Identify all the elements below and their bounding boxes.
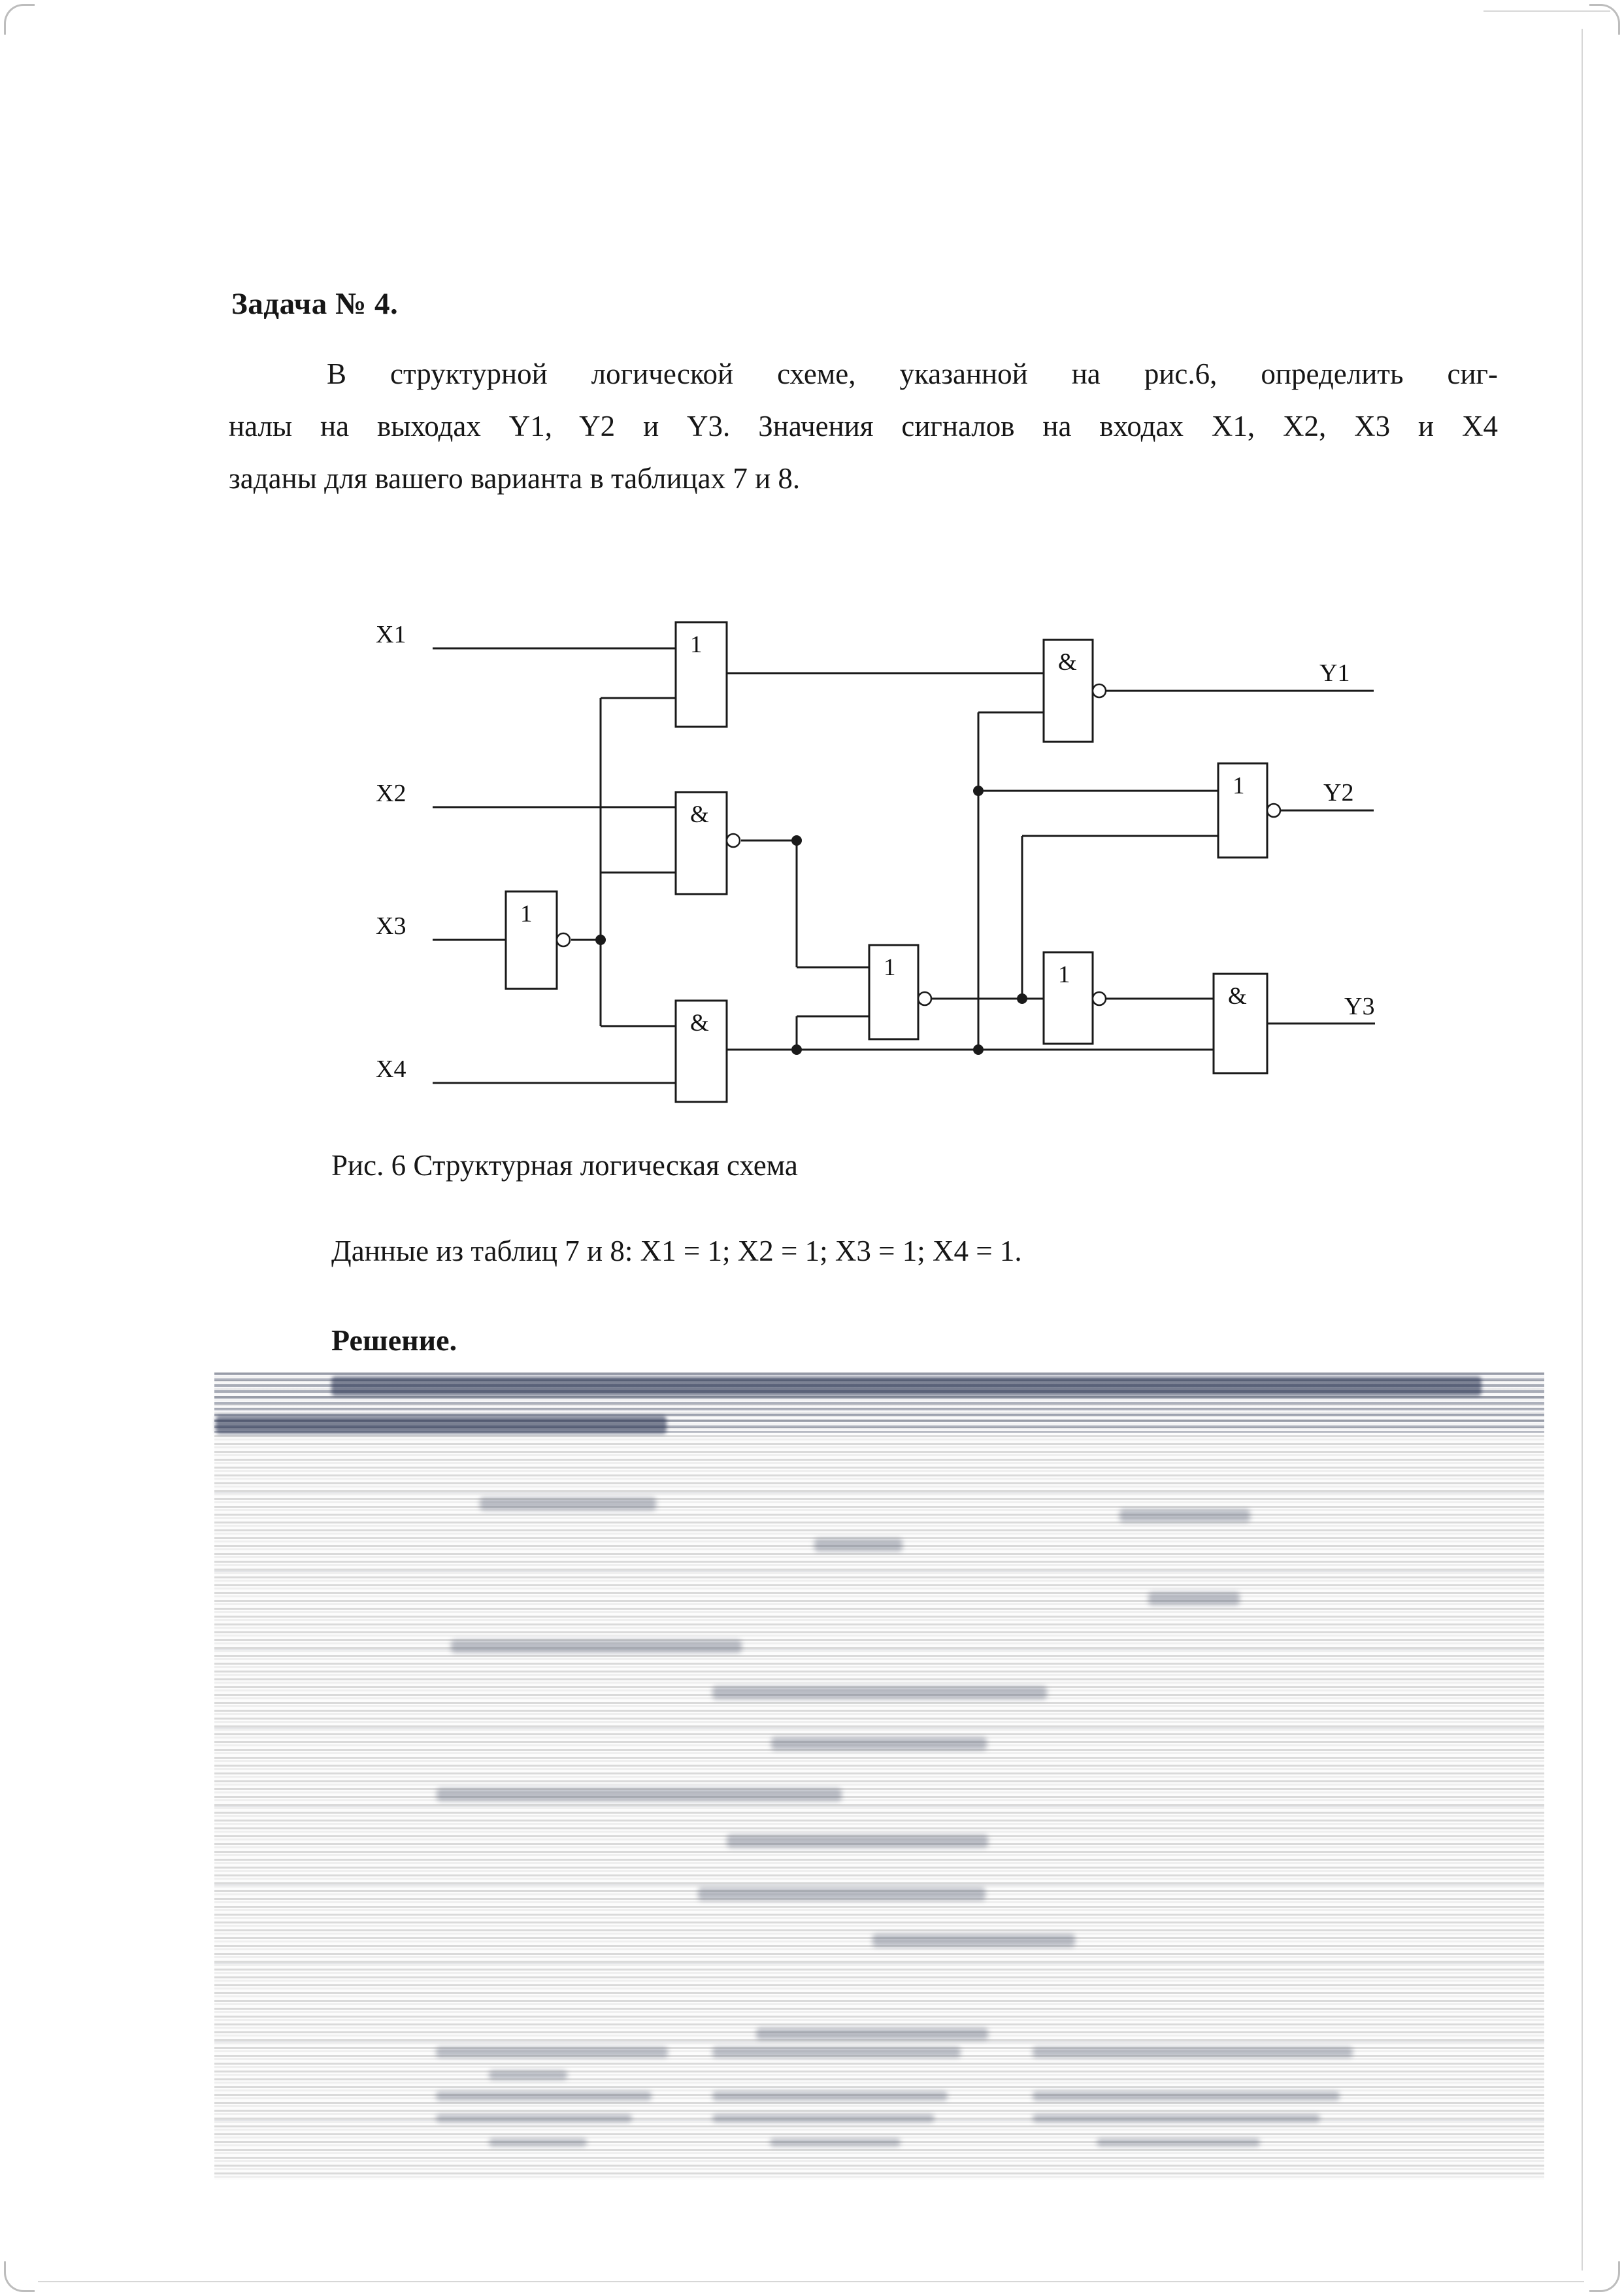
input-values-line: Данные из таблиц 7 и 8: X1 = 1; X2 = 1; X3 = 1; X4 = 1. bbox=[331, 1235, 1022, 1267]
input-label-x2: X2 bbox=[376, 780, 406, 807]
scan-smudge bbox=[712, 2091, 948, 2101]
scan-smudge bbox=[1119, 1509, 1250, 1522]
scan-smudge bbox=[712, 2114, 935, 2122]
scan-smudge bbox=[437, 1788, 842, 1801]
junction-dot bbox=[595, 935, 606, 945]
figure-caption: Рис. 6 Структурная логическая схема bbox=[331, 1149, 798, 1182]
scan-smudge bbox=[1033, 2047, 1353, 2057]
paragraph-line: налы на выходах Y1, Y2 и Y3. Значения сигналов на входах X1, X2, X3 и X4 bbox=[229, 410, 1498, 442]
scan-smudge bbox=[489, 2138, 587, 2146]
logic-circuit-figure bbox=[371, 618, 1377, 1114]
scan-smudge bbox=[1033, 2114, 1320, 2122]
scan-smudge bbox=[436, 2091, 652, 2101]
solution-heading: Решение. bbox=[331, 1323, 457, 1357]
wire-not-x3-net bbox=[571, 698, 676, 1026]
scan-smudge bbox=[489, 2071, 567, 2080]
scan-smudge bbox=[1097, 2138, 1260, 2146]
junction-dot bbox=[791, 1044, 802, 1055]
scan-smudge bbox=[480, 1497, 656, 1510]
scan-smudge bbox=[770, 2138, 901, 2146]
gate-label-nor-g: 1 bbox=[1233, 773, 1245, 799]
scan-smudge bbox=[698, 1888, 986, 1901]
scan-smudge bbox=[216, 1416, 667, 1434]
scan-smudge bbox=[331, 1376, 1482, 1396]
input-label-x4: X4 bbox=[376, 1056, 406, 1083]
scan-corner-mark bbox=[4, 4, 35, 35]
scan-edge-bottom bbox=[38, 2281, 1584, 2282]
output-label-y3: Y3 bbox=[1344, 993, 1375, 1020]
inversion-bubble bbox=[727, 834, 740, 847]
scan-smudge bbox=[814, 1539, 903, 1552]
corrupted-scan-region bbox=[214, 1373, 1544, 2180]
junction-dot bbox=[973, 786, 984, 796]
scan-corner-mark bbox=[1589, 4, 1620, 35]
gate-label-nand-b: & bbox=[690, 801, 709, 828]
output-label-y2: Y2 bbox=[1323, 779, 1354, 807]
gate-label-nand-f: & bbox=[1058, 649, 1077, 676]
scan-smudge bbox=[756, 2028, 988, 2040]
gate-label-not-c: 1 bbox=[520, 901, 533, 927]
gate-label-and-d: & bbox=[690, 1010, 709, 1037]
scan-corner-mark bbox=[1589, 2261, 1620, 2292]
scan-smudge bbox=[436, 2047, 668, 2057]
inversion-bubble bbox=[557, 933, 570, 946]
scan-smudge bbox=[712, 2047, 961, 2057]
gate-layer bbox=[506, 622, 1267, 1102]
output-label-y1: Y1 bbox=[1319, 659, 1350, 687]
junction-dot bbox=[973, 1044, 984, 1055]
scan-smudge bbox=[872, 1934, 1075, 1947]
scan-edge-right bbox=[1582, 29, 1583, 2271]
wire-nand-b-out bbox=[741, 840, 869, 967]
input-label-x1: X1 bbox=[376, 621, 406, 648]
gate-label-or-a: 1 bbox=[690, 631, 703, 658]
scan-smudge bbox=[1033, 2091, 1340, 2101]
scan-smudge bbox=[436, 2114, 632, 2122]
junction-layer bbox=[595, 786, 1027, 1055]
junction-dot bbox=[791, 835, 802, 846]
task-title: Задача № 4. bbox=[231, 287, 399, 321]
logic-circuit-svg bbox=[371, 618, 1377, 1114]
inversion-bubble bbox=[1093, 684, 1106, 697]
scan-corner-mark bbox=[4, 2261, 35, 2292]
scan-smudge bbox=[727, 1835, 988, 1848]
inversion-bubble bbox=[918, 992, 931, 1005]
gate-label-nor-e: 1 bbox=[884, 954, 896, 981]
paragraph-line: В структурной логической схеме, указанной на рис.6, определить сиг- bbox=[327, 358, 1498, 390]
scan-smudge bbox=[712, 1686, 1047, 1699]
problem-paragraph bbox=[229, 348, 1498, 505]
paragraph-line: заданы для вашего варианта в таблицах 7 и 8. bbox=[229, 462, 801, 495]
scan-smudge bbox=[771, 1737, 987, 1750]
scan-smudge bbox=[451, 1640, 742, 1653]
scan-smudge bbox=[1148, 1592, 1240, 1605]
inversion-bubble bbox=[1093, 992, 1106, 1005]
inversion-bubble bbox=[1267, 804, 1280, 817]
junction-dot bbox=[1017, 993, 1027, 1004]
gate-label-and-h: & bbox=[1228, 983, 1247, 1010]
gate-label-not-g2: 1 bbox=[1058, 961, 1070, 988]
input-label-x3: X3 bbox=[376, 912, 406, 940]
